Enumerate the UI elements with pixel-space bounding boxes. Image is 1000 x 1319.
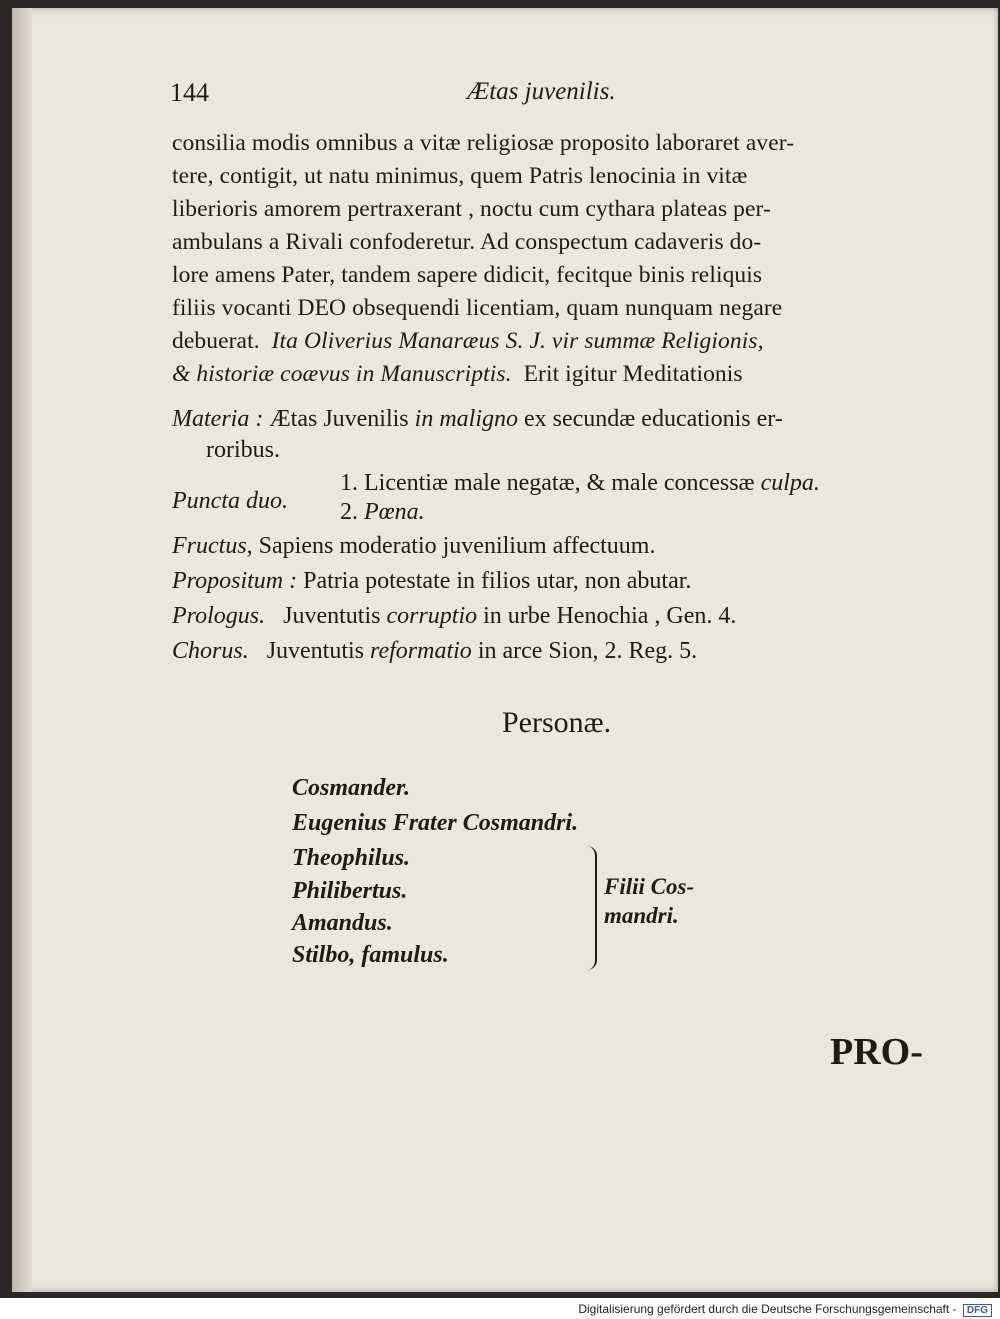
- puncta-2: [340, 499, 425, 526]
- credit-text: Digitalisierung gefördert durch die Deutsche Forschungsgemeinschaft -: [578, 1302, 957, 1316]
- citation-text: Ita Oliverius Manaræus S. J. vir summæ Religionis,: [271, 328, 764, 354]
- propositum-line: [172, 568, 691, 595]
- body-line-1: consilia modis omnibus a vitæ religiosæ proposito laboraret aver-: [172, 130, 795, 156]
- cast-member: Theophilus.: [292, 845, 411, 871]
- citation-text-cont: & historiæ coævus in Manuscriptis.: [172, 361, 512, 387]
- filii-note-2: mandri.: [604, 903, 679, 928]
- puncta-2-italic: Pœna.: [364, 499, 425, 525]
- prologus-text-c: in urbe Henochia , Gen. 4.: [483, 603, 737, 629]
- materia-line-2: roribus.: [206, 437, 280, 463]
- cast-member: Amandus.: [292, 910, 393, 936]
- chorus-text-b: reformatio: [370, 638, 472, 664]
- catchword: PRO-: [830, 1031, 923, 1073]
- puncta-1-italic: culpa.: [760, 470, 820, 496]
- bracket-brace: [581, 846, 597, 970]
- body-line-8-roman: Erit igitur Meditationis: [523, 361, 743, 387]
- digitization-credit: [578, 1302, 992, 1317]
- body-line-6: filiis vocanti DEO obsequendi licentiam, quam nunquam negare: [172, 295, 783, 321]
- page-number: 144: [170, 78, 209, 107]
- body-line-8: [172, 361, 743, 388]
- puncta-1-text: Licentiæ male negatæ, & male concessæ: [364, 470, 755, 496]
- chorus-label: Chorus.: [172, 638, 249, 664]
- puncta-1-num: 1.: [340, 470, 358, 496]
- puncta-2-num: 2.: [340, 499, 358, 525]
- chorus-text-c: in arce Sion, 2. Reg. 5.: [477, 638, 698, 664]
- personae-heading: Personæ.: [502, 706, 612, 739]
- fructus-text: , Sapiens moderatio juvenilium affectuum.: [246, 533, 656, 559]
- page-gutter: [12, 8, 32, 1292]
- puncta-1: [340, 470, 820, 497]
- materia-text-c: ex secundæ educationis er-: [524, 406, 783, 432]
- materia-label: Materia :: [172, 406, 264, 432]
- materia-text-b: in maligno: [414, 406, 518, 432]
- prologus-label: Prologus.: [172, 603, 266, 629]
- chorus-line: [172, 638, 697, 665]
- prologus-text-b: corruptio: [386, 603, 478, 629]
- prologus-text-a: Juventutis: [283, 603, 381, 629]
- fructus-line: [172, 533, 655, 560]
- body-line-7-roman: debuerat.: [172, 328, 260, 354]
- fructus-label: Fructus: [172, 533, 247, 559]
- puncta-label: Puncta duo.: [172, 488, 288, 514]
- dfg-logo: DFG: [963, 1304, 992, 1317]
- body-line-4: ambulans a Rivali confoderetur. Ad conspectum cadaveris do-: [172, 229, 762, 255]
- propositum-label: Propositum :: [172, 568, 298, 594]
- cast-member: Philibertus.: [292, 878, 408, 904]
- filii-note-1: Filii Cos-: [604, 874, 695, 899]
- chorus-text-a: Juventutis: [266, 638, 365, 664]
- materia-text-a: Ætas Juvenilis: [269, 406, 409, 432]
- running-head: Ætas juvenilis.: [467, 78, 616, 105]
- propositum-text: Patria potestate in filios utar, non abutar.: [303, 568, 692, 594]
- cast-member: Cosmander.: [292, 775, 411, 801]
- prologus-line: [172, 603, 736, 630]
- body-line-7: [172, 328, 764, 355]
- materia-line: [172, 406, 783, 433]
- body-line-3: liberioris amorem pertraxerant , noctu cum cythara plateas per-: [172, 196, 771, 222]
- cast-member: Stilbo, famulus.: [292, 942, 449, 968]
- body-line-2: tere, contigit, ut natu minimus, quem Patris lenocinia in vitæ: [172, 163, 748, 189]
- cast-member: Eugenius Frater Cosmandri.: [292, 810, 579, 836]
- body-line-5: lore amens Pater, tandem sapere didicit, fecitque binis reliquis: [172, 262, 763, 288]
